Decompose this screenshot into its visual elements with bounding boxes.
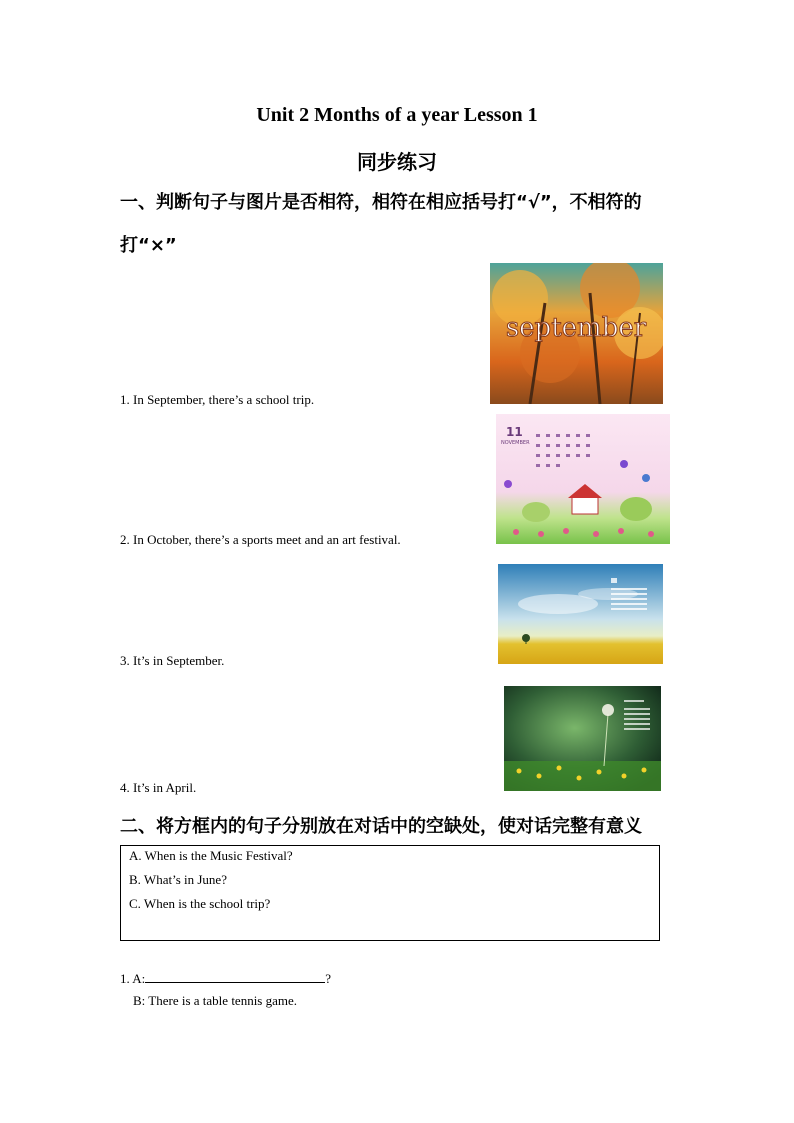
section1-heading-line1: 一、判断句子与图片是否相符，相符在相应括号打“√”，不相符的 bbox=[120, 192, 642, 213]
section1-heading-line2: 打“×” bbox=[120, 235, 177, 256]
question-2: 2. In October, there’s a sports meet and an art festival. bbox=[120, 532, 401, 547]
september-autumn-image bbox=[490, 263, 663, 404]
dialogue-a-prefix: 1. A: bbox=[120, 971, 146, 986]
question-4: 4. It’s in April. bbox=[120, 780, 197, 795]
option-c: C. When is the school trip? bbox=[129, 896, 271, 911]
question-3: 3. It’s in September. bbox=[120, 653, 225, 668]
dandelion-calendar-image bbox=[504, 686, 661, 791]
calendar-month-name: NOVEMBER bbox=[501, 440, 530, 446]
section2-heading: 二、将方框内的句子分别放在对话中的空缺处，使对话完整有意义 bbox=[120, 816, 642, 837]
options-box bbox=[120, 845, 660, 941]
dialogue-line-b: B: There is a table tennis game. bbox=[133, 993, 298, 1008]
answer-blank[interactable] bbox=[145, 969, 325, 983]
option-a: A. When is the Music Festival? bbox=[129, 848, 293, 863]
page-subtitle: 同步练习 bbox=[357, 150, 437, 174]
dialogue-line-a bbox=[120, 969, 331, 987]
option-b: B. What’s in June? bbox=[129, 872, 227, 887]
dialogue-a-suffix: ? bbox=[325, 971, 332, 986]
question-1: 1. In September, there’s a school trip. bbox=[120, 392, 315, 407]
september-image-word: september bbox=[505, 313, 647, 343]
november-calendar-image bbox=[496, 414, 670, 544]
calendar-month-number: 11 bbox=[506, 425, 523, 439]
page-title: Unit 2 Months of a year Lesson 1 bbox=[256, 104, 538, 126]
sky-field-calendar-image bbox=[498, 564, 663, 664]
